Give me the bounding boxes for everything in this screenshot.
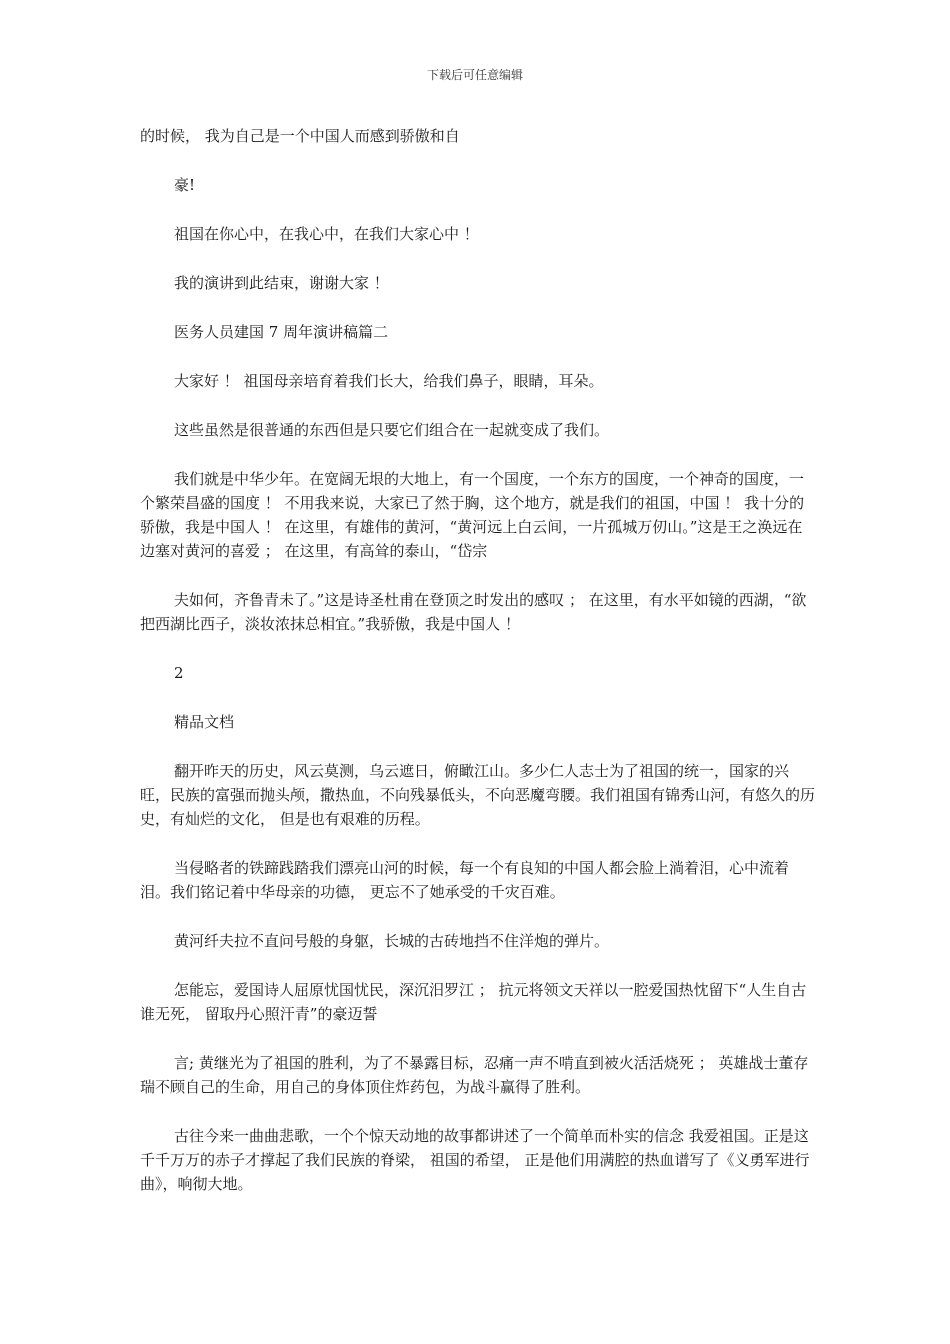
paragraph: 的时候， 我为自己是一个中国人而感到骄傲和自 [140, 127, 460, 145]
paragraph: 怎能忘，爱国诗人屈原忧国忧民，深沉汨罗江 ； 抗元将领文天祥以一腔爱国热忱留下“人生自古谁无死， 留取丹心照汗青”的豪迈誓 [140, 981, 807, 1023]
paragraph: 豪! [174, 176, 196, 194]
document-body [140, 124, 815, 1196]
paragraph: 大家好 ！ 祖国母亲培育着我们长大，给我们鼻子，眼睛，耳朵。 [174, 372, 604, 390]
paragraph: 古往今来一曲曲悲歌，一个个惊天动地的故事都讲述了一个简单而朴实的信念 我爱祖国。正是这千千万万的赤子才撑起了我们民族的脊梁， 祖国的希望， 正是他们用满腔的热血谱写了《义勇军进行曲》，响彻大地。 [140, 1127, 810, 1193]
paragraph: 这些虽然是很普通的东西但是只要它们组合在一起就变成了我们。 [174, 421, 610, 439]
paragraph: 我们就是中华少年。在宽阔无垠的大地上，有一个国度，一个东方的国度，一个神奇的国度，一个繁荣昌盛的国度 ！ 不用我来说，大家已了然于胸，这个地方，就是我们的祖国，中国 ！ 我十分的骄傲，我是中国人 ！ 在这里，有雄伟的黄河，“黄河远上白云间，一片孤城万仞山。”这是王之涣远在边塞对黄河的喜爱 ； 在这里，有高耸的泰山，“岱宗 [140, 470, 805, 560]
paragraph: 言; 黄继光为了祖国的胜利，为了不暴露目标，忍痛一声不啃直到被火活活烧死 ； 英雄战士董存瑞不顾自己的生命，用自己的身体顶住炸药包，为战斗赢得了胜利。 [140, 1054, 809, 1096]
section-heading: 医务人员建国 7 周年演讲稿篇二 [174, 323, 389, 341]
paragraph: 当侵略者的铁蹄践踏我们漂亮山河的时候，每一个有良知的中国人都会脸上淌着泪，心中流着泪。我们铭记着中华母亲的功德， 更忘不了她承受的千灾百难。 [140, 859, 790, 901]
page-header: 下载后可任意编辑 [426, 68, 523, 82]
paragraph: 祖国在你心中，在我心中，在我们大家心中 ！ [174, 225, 479, 243]
paragraph: 夫如何，齐鲁青未了。”这是诗圣杜甫在登顶之时发出的感叹 ； 在这里，有水平如镜的西湖，“欲把西湖比西子，淡妆浓抹总相宜。”我骄傲，我是中国人 ！ [140, 591, 807, 633]
paragraph: 黄河纤夫拉不直问号般的身躯，长城的古砖地挡不住洋炮的弹片。 [174, 932, 610, 950]
page-number: 2 [174, 664, 184, 682]
paragraph: 我的演讲到此结束，谢谢大家 ！ [174, 274, 389, 292]
paragraph: 翻开昨天的历史，风云莫测，乌云遮日，俯瞰江山。多少仁人志士为了祖国的统一，国家的兴旺，民族的富强而抛头颅，撒热血，不向残暴低头，不向恶魔弯腰。我们祖国有锦秀山河，有悠久的历史，有灿烂的文化， 但是也有艰难的历程。 [140, 762, 816, 828]
page-label: 精品文档 [174, 713, 235, 731]
